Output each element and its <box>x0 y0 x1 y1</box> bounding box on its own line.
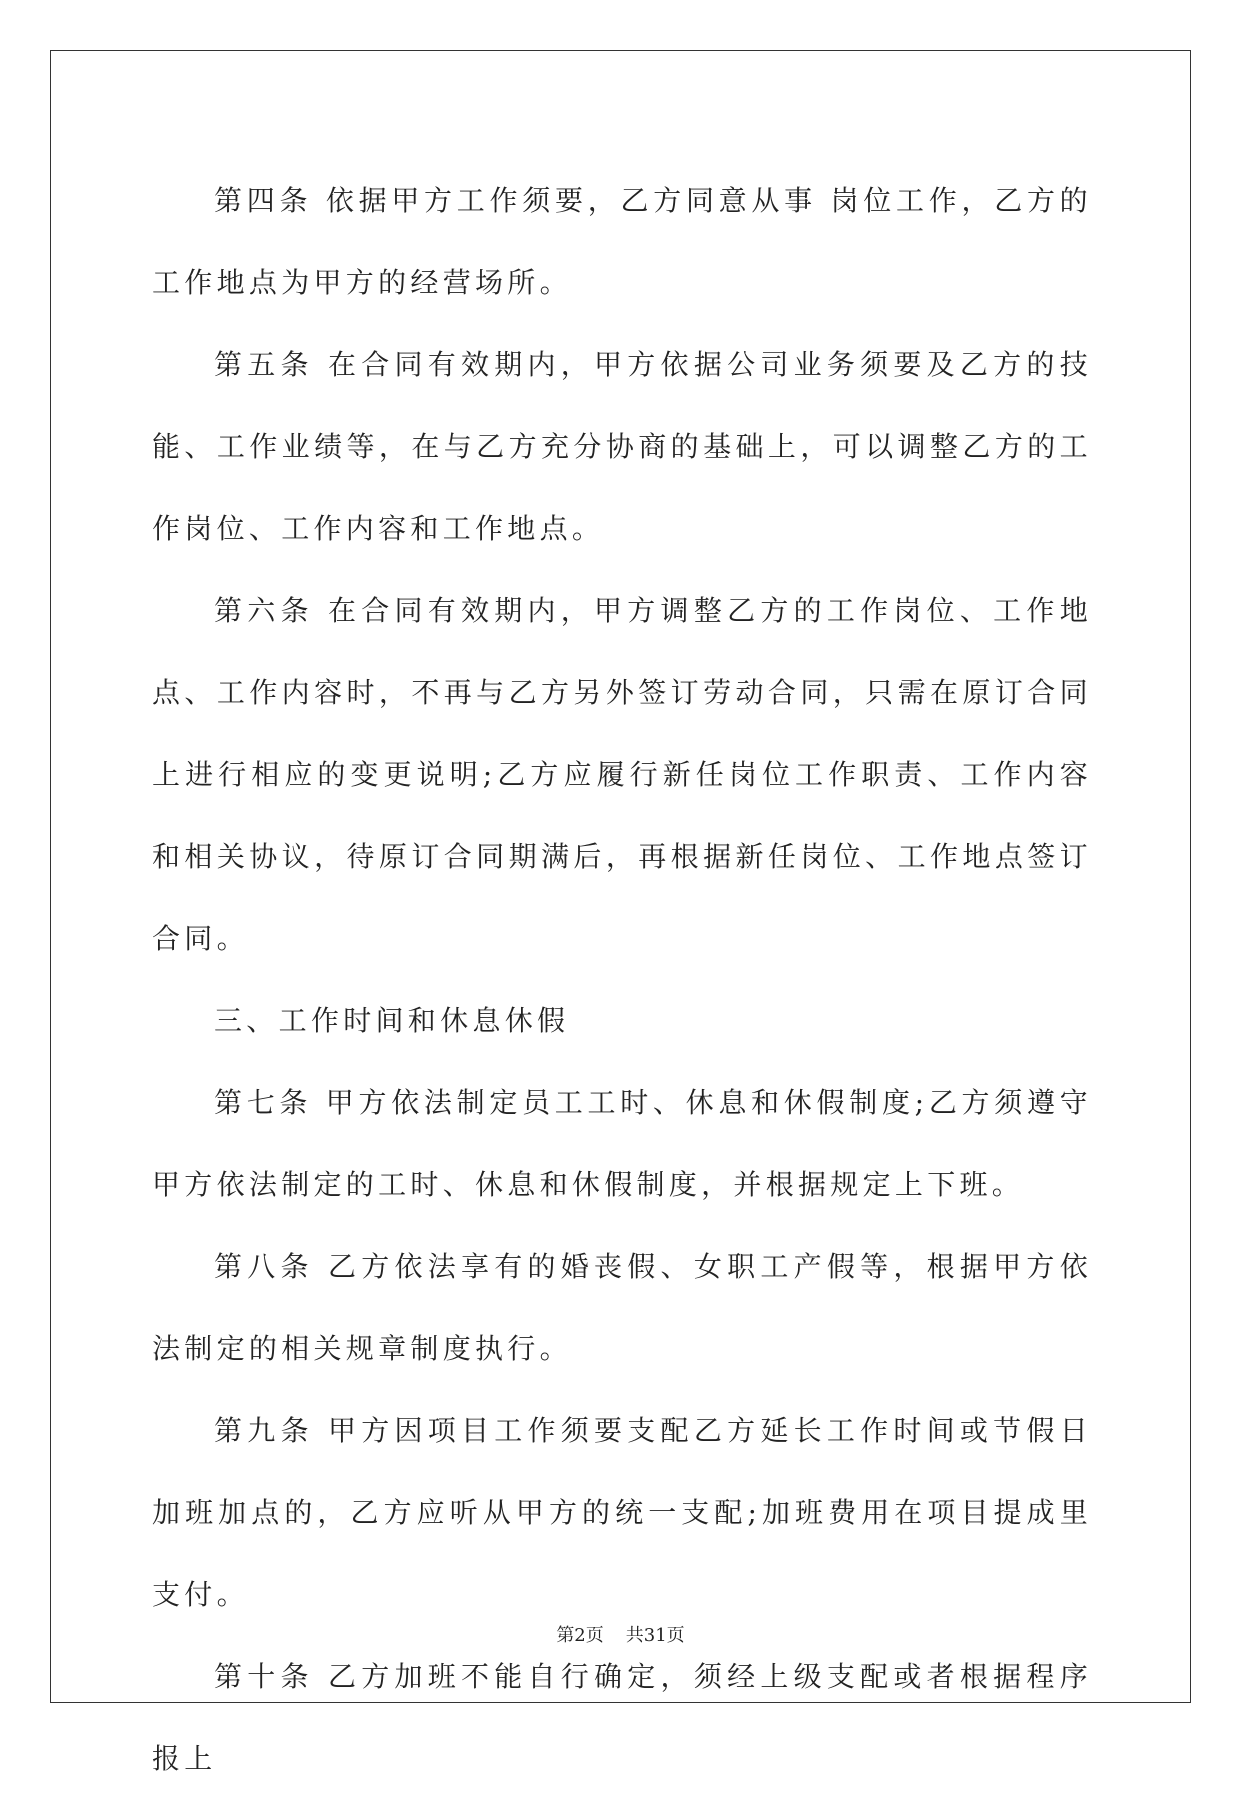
paragraph-article-6: 第六条 在合同有效期内，甲方调整乙方的工作岗位、工作地点、工作内容时，不再与乙方另外签订劳动合同，只需在原订合同上进行相应的变更说明;乙方应履行新任岗位工作职责、工作内容和相关协议，待原订合同期满后，再根据新任岗位、工作地点签订合同。 <box>152 594 1092 955</box>
page-number: 第2页 <box>556 1625 604 1646</box>
paragraph-article-5: 第五条 在合同有效期内，甲方依据公司业务须要及乙方的技能、工作业绩等，在与乙方充分协商的基础上，可以调整乙方的工作岗位、工作内容和工作地点。 <box>152 348 1092 545</box>
paragraph-article-7: 第七条 甲方依法制定员工工时、休息和休假制度;乙方须遵守甲方依法制定的工时、休息和休假制度，并根据规定上下班。 <box>152 1086 1092 1201</box>
paragraph-article-8: 第八条 乙方依法享有的婚丧假、女职工产假等，根据甲方依法制定的相关规章制度执行。 <box>152 1250 1092 1365</box>
paragraph-article-4: 第四条 依据甲方工作须要，乙方同意从事 岗位工作，乙方的工作地点为甲方的经营场所。 <box>152 184 1092 299</box>
page-footer <box>0 1623 1241 1649</box>
paragraph-article-9: 第九条 甲方因项目工作须要支配乙方延长工作时间或节假日加班加点的，乙方应听从甲方的统一支配;加班费用在项目提成里支付。 <box>152 1414 1092 1611</box>
page-total: 共31页 <box>625 1625 685 1646</box>
section-heading-work-hours: 三、工作时间和休息休假 <box>214 1004 570 1037</box>
paragraph-article-10: 第十条 乙方加班不能自行确定，须经上级支配或者根据程序报上 <box>152 1660 1092 1775</box>
document-body <box>152 160 1092 1800</box>
